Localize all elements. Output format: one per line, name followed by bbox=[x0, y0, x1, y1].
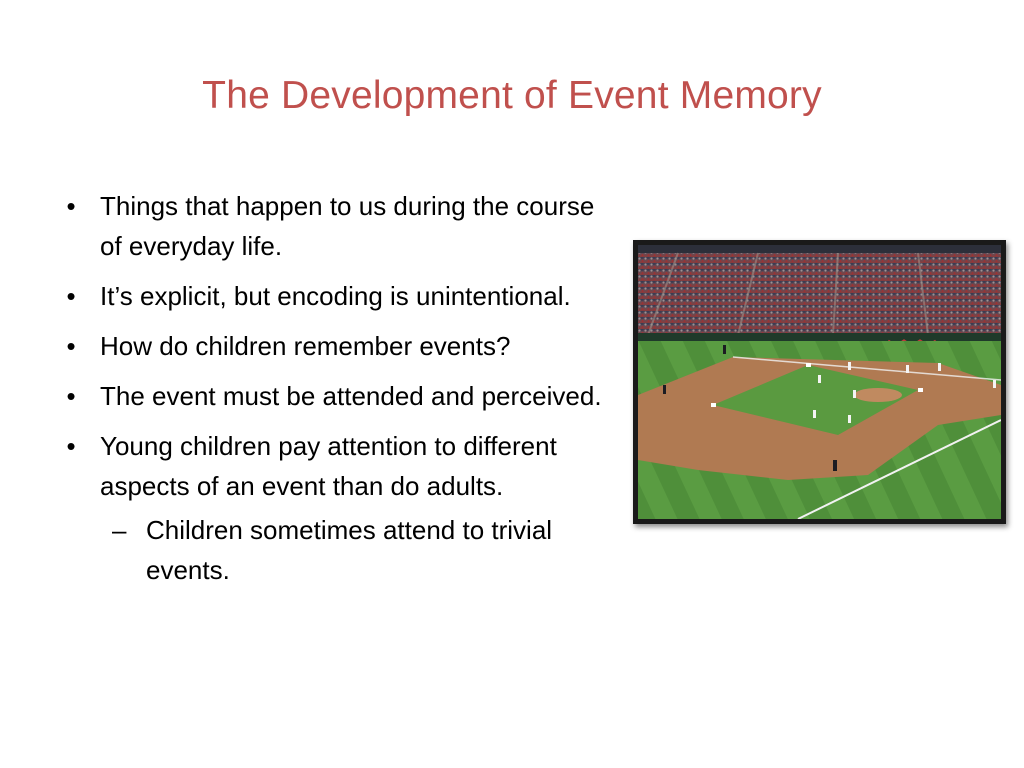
bullet-list bbox=[56, 186, 616, 600]
list-item bbox=[56, 276, 616, 316]
bullet-icon: • bbox=[66, 281, 76, 311]
dash-icon: – bbox=[112, 515, 127, 545]
bullet-icon: • bbox=[66, 381, 76, 411]
baseball-field-icon bbox=[638, 245, 1001, 519]
list-item bbox=[56, 186, 616, 266]
bullet-icon: • bbox=[66, 331, 76, 361]
bullet-text: It’s explicit, but encoding is unintentional. bbox=[100, 281, 571, 311]
sub-bullet-text: Children sometimes attend to trivial events. bbox=[146, 515, 553, 585]
bullet-icon: • bbox=[66, 431, 76, 461]
list-item bbox=[56, 326, 616, 366]
slide-title: The Development of Event Memory bbox=[202, 74, 822, 117]
bullet-text: Things that happen to us during the course of everyday life. bbox=[100, 191, 595, 261]
baseball-field-photo bbox=[633, 240, 1006, 524]
bullet-text: How do children remember events? bbox=[100, 331, 511, 361]
list-item bbox=[56, 376, 616, 416]
sub-list-item bbox=[56, 510, 616, 590]
bullet-icon: • bbox=[66, 191, 76, 221]
bullet-text: Young children pay attention to different aspects of an event than do adults. bbox=[100, 431, 557, 501]
list-item bbox=[56, 426, 616, 590]
bullet-text: The event must be attended and perceived. bbox=[100, 381, 602, 411]
